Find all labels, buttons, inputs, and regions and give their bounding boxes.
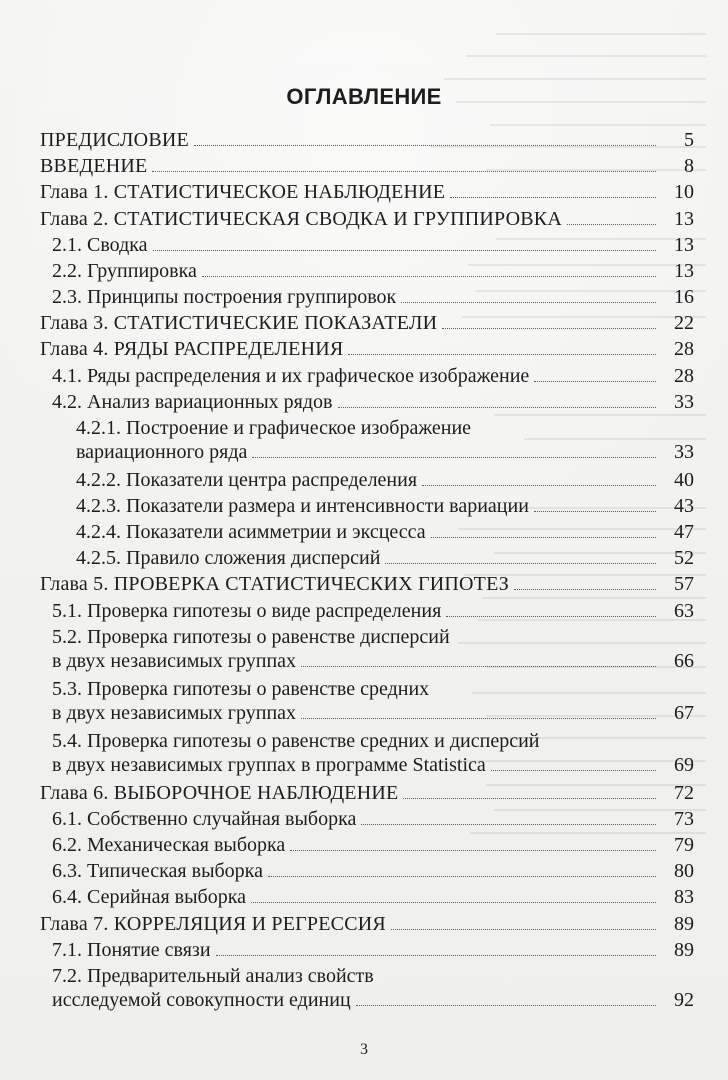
toc-line [52,283,694,307]
dot-leader [446,616,656,617]
toc-entry [40,414,694,464]
toc-title: 4.2. Анализ вариационных рядов [52,391,333,413]
dot-leader [301,718,656,719]
dot-leader [450,197,656,198]
dot-leader [301,666,656,667]
dot-leader [356,1005,656,1006]
dot-leader [153,250,656,251]
dot-leader [385,563,656,564]
dot-leader [491,770,656,771]
dot-leader [216,955,656,956]
toc-title: Глава 7. КОРРЕЛЯЦИЯ И РЕГРЕССИЯ [40,913,386,935]
toc-line [76,414,694,438]
toc-entry [40,910,694,934]
toc-line [52,597,694,621]
dot-leader [403,798,656,799]
toc-entry [40,831,694,855]
toc-page-number: 52 [674,547,694,569]
toc-page-number: 89 [674,913,694,935]
dot-leader [268,876,656,877]
toc-page-number: 33 [674,441,694,463]
toc-entry [40,309,694,333]
toc-title: 5.2. Проверка гипотезы о равенстве дисперсий [52,626,450,648]
toc-title-continuation: в двух независимых группах в программе Statistica [52,754,486,776]
toc-title: 7.1. Понятие связи [52,939,211,961]
toc-page-number: 73 [674,808,694,830]
toc-line [40,570,694,594]
toc-entry [40,570,694,594]
toc-page-number: 43 [674,495,694,517]
toc-title: 2.2. Группировка [52,260,197,282]
toc-entry [40,936,694,960]
toc-page-number: 33 [674,391,694,413]
page-number: 3 [360,1041,368,1058]
toc-title: 2.1. Сводка [52,234,148,256]
toc-line [52,936,694,960]
dot-leader [391,929,656,930]
toc-title: ВВЕДЕНИЕ [40,155,148,177]
toc-title: 4.2.2. Показатели центра распределения [76,469,418,491]
dot-leader [534,511,656,512]
toc-line [40,779,694,803]
dot-leader [202,276,656,277]
toc-entry [40,205,694,229]
toc-line [52,257,694,281]
toc-entry [40,257,694,281]
toc-line [52,805,694,829]
dot-leader [348,354,656,355]
toc-page-number: 13 [674,234,694,256]
toc-page-number: 47 [674,521,694,543]
toc-line [52,831,694,855]
dot-leader [442,328,656,329]
toc-title: 4.2.4. Показатели асимметрии и эксцесса [76,521,426,543]
toc-line [40,178,694,202]
toc-entry [40,152,694,176]
toc-line [52,362,694,386]
toc-title: 7.2. Предварительный анализ свойств [52,965,374,987]
toc-entry [40,362,694,386]
show-through-line [496,33,706,35]
toc-title: 6.1. Собственно случайная выборка [52,808,357,830]
toc-page-number: 72 [674,782,694,804]
toc-entry [40,544,694,568]
toc-entry [40,335,694,359]
toc-line [52,699,694,723]
dot-leader [514,589,656,590]
dot-leader [431,537,656,538]
toc-page-number: 13 [674,208,694,230]
dot-leader [361,824,656,825]
dot-leader [290,850,656,851]
dot-leader [194,145,656,146]
toc-page-number: 89 [674,939,694,961]
toc-entry [40,178,694,202]
toc-line [52,675,694,699]
toc-title: 4.2.3. Показатели размера и интенсивности вариации [76,495,529,517]
toc-title: 2.3. Принципы построения группировок [52,286,397,308]
toc-title: 6.3. Типическая выборка [52,860,263,882]
toc-line [40,309,694,333]
toc-title: 5.3. Проверка гипотезы о равенстве средних [52,678,430,700]
toc-line [76,544,694,568]
toc-entry [40,231,694,255]
dot-leader [567,224,656,225]
toc-line [40,205,694,229]
toc-page-number: 57 [674,573,694,595]
toc-line [40,126,694,150]
toc-page-number: 83 [674,886,694,908]
toc-title: 6.2. Механическая выборка [52,834,286,856]
toc-title-continuation: в двух независимых группах [52,650,297,672]
toc-title: Глава 1. СТАТИСТИЧЕСКОЕ НАБЛЮДЕНИЕ [40,181,446,203]
toc-page-number: 5 [684,129,694,151]
toc-line [52,647,694,671]
toc-line [52,986,694,1010]
toc-line [52,388,694,412]
toc-title: 4.1. Ряды распределения и их графическое изображение [52,365,530,387]
toc-entry [40,857,694,881]
toc-title: Глава 6. ВЫБОРОЧНОЕ НАБЛЮДЕНИЕ [40,782,399,804]
toc-title: Глава 5. ПРОВЕРКА СТАТИСТИЧЕСКИХ ГИПОТЕЗ [40,573,509,595]
toc-entry [40,388,694,412]
toc-page-number: 28 [674,365,694,387]
toc-entry [40,492,694,516]
toc-title: Глава 4. РЯДЫ РАСПРЕДЕЛЕНИЯ [40,338,344,360]
show-through-line [444,78,706,80]
toc-page-number: 40 [674,469,694,491]
toc-title: 4.2.5. Правило сложения дисперсий [76,547,381,569]
toc-entry [40,623,694,673]
toc-title: 5.4. Проверка гипотезы о равенстве средних и дисперсий [52,730,540,752]
toc-line [76,492,694,516]
toc-page-number: 67 [674,702,694,724]
dot-leader [252,457,656,458]
toc-title-continuation: в двух независимых группах [52,702,297,724]
toc-entry [40,466,694,490]
toc-page-number: 66 [674,650,694,672]
toc-title: 5.1. Проверка гипотезы о виде распределения [52,600,442,622]
toc-page-number: 69 [674,754,694,776]
toc-entry [40,597,694,621]
toc-line [76,518,694,542]
toc-title: Глава 3. СТАТИСТИЧЕСКИЕ ПОКАЗАТЕЛИ [40,312,438,334]
toc-entry [40,779,694,803]
toc-page-number: 10 [674,181,694,203]
show-through-line [466,55,706,57]
toc-entry [40,126,694,150]
dot-leader [534,381,656,382]
toc-entry [40,805,694,829]
toc-entry [40,518,694,542]
toc-line [76,466,694,490]
toc-title: 4.2.1. Построение и графическое изображение [76,417,472,439]
toc-page-number: 28 [674,338,694,360]
toc-entry [40,675,694,725]
toc-page-number: 16 [674,286,694,308]
toc-title: Глава 2. СТАТИСТИЧЕСКАЯ СВОДКА И ГРУППИРОВКА [40,208,562,230]
toc-line [52,962,694,986]
toc-title: ПРЕДИСЛОВИЕ [40,129,189,151]
dot-leader [422,485,656,486]
dot-leader [401,302,656,303]
toc-entry [40,727,694,777]
toc-line [76,438,694,462]
toc-line [40,335,694,359]
toc-entry [40,883,694,907]
toc-entry [40,283,694,307]
toc-title: 6.4. Серийная выборка [52,886,246,908]
dot-leader [251,902,656,903]
toc-title-continuation: вариационного ряда [76,441,248,463]
toc-line [52,727,694,751]
toc-line [52,623,694,647]
toc-line [40,910,694,934]
toc-page-number: 63 [674,600,694,622]
dot-leader [338,407,657,408]
toc-page-number: 22 [674,312,694,334]
toc-line [52,883,694,907]
toc-line [40,152,694,176]
toc-page-number: 80 [674,860,694,882]
toc-title-continuation: исследуемой совокупности единиц [52,989,351,1011]
toc-page-number: 92 [674,989,694,1011]
toc-line [52,857,694,881]
toc-line [52,231,694,255]
toc-entry [40,962,694,1012]
toc-page-number: 79 [674,834,694,856]
toc-line [52,751,694,775]
dot-leader [152,171,656,172]
page-title: ОГЛАВЛЕНИЕ [286,84,442,109]
toc-page-number: 13 [674,260,694,282]
toc-page-number: 8 [684,155,694,177]
